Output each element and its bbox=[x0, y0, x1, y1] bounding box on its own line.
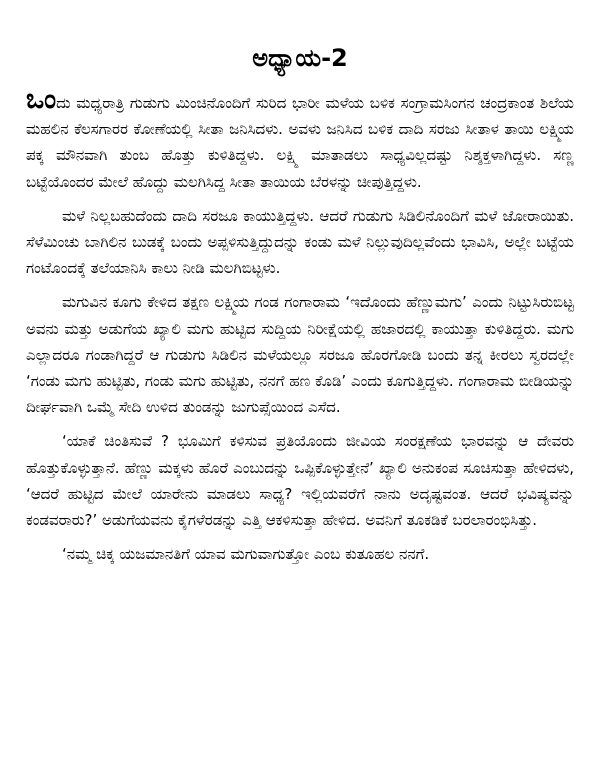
chapter-title: ಅಧ್ಯಾಯ-2 bbox=[252, 44, 348, 72]
drop-cap: ಒಂ bbox=[26, 84, 57, 115]
paragraph-1-text: ದು ಮಧ್ಯರಾತ್ರಿ ಗುಡುಗು ಮಿಂಚಿನೊಂದಿಗೆ ಸುರಿದ ಭಾರೀ ಮಳೆಯ ಬಳಿಕ ಸಂಗ್ರಾಮಸಿಂಗನ ಚಂದ್ರಕಾಂತ ಶಿಲೆಯ ಮಹಲಿನ ಕೆಲಸಗಾರರ ಕೋಣೆಯಲ್ಲಿ ಸೀತಾ ಜನಿಸಿದಳು. ಅವಳು ಜನಿಸಿದ ಬಳಿಕ ದಾದಿ ಸರಜು ಸೀತಾಳ ತಾಯಿ ಲಕ್ಷ್ಮಿಯ ಪಕ್ಕ ಮೌನವಾಗಿ ತುಂಬ ಹೊತ್ತು ಕುಳಿತಿದ್ದಳು. ಲಕ್ಷ್ಮಿ ಮಾತಾಡಲು ಸಾಧ್ಯವಿಲ್ಲದಷ್ಟು ನಿಶ್ಶಕ್ತಳಾಗಿದ್ದಳು. ಸಣ್ಣ ಬಟ್ಟೆಯೊಂದರ ಮೇಲೆ ಹೊದ್ದು ಮಲಗಿಸಿದ್ದ ಸೀತಾ ತಾಯಿಯ ಬೆರಳನ್ನು ಚೀಪುತ್ತಿದ್ದಳು. bbox=[26, 94, 574, 191]
paragraph-5: ‘ನಮ್ಮ ಚಿಕ್ಕ ಯಜಮಾನತಿಗೆ ಯಾವ ಮಗುವಾಗುತ್ತೋ ಎಂಬ ಕುತೂಹಲ ನನಗೆ. bbox=[62, 545, 430, 564]
paragraph-2: ಮಳೆ ನಿಲ್ಲಬಹುದೆಂದು ದಾದಿ ಸರಜೂ ಕಾಯುತ್ತಿದ್ದಳು. ಆದರೆ ಗುಡುಗು ಸಿಡಿಲಿನೊಂದಿಗೆ ಮಳೆ ಜೋರಾಯಿತು. ಸೆಳೆಮಿಂಚು ಬಾಗಿಲಿನ ಬುಡಕ್ಕೆ ಬಂದು ಅಪ್ಪಳಿಸುತ್ತಿದ್ದುದನ್ನು ಕಂಡು ಮಳೆ ನಿಲ್ಲುವುದಿಲ್ಲವೆಂದು ಭಾವಿಸಿ, ಅಲ್ಲೇ ಬಟ್ಟೆಯ ಗಂಟೊಂದಕ್ಕೆ ತಲೆಯಾನಿಸಿ ಕಾಲು ನೀಡಿ ಮಲಗಿಬಿಟ್ಟಳು. bbox=[26, 206, 574, 278]
paragraph-1 bbox=[26, 84, 574, 195]
paragraph-4: ‘ಯಾಕೆ ಚಿಂತಿಸುವೆ ? ಭೂಮಿಗೆ ಕಳಿಸುವ ಪ್ರತಿಯೊಂದು ಜೀವಿಯ ಸಂರಕ್ಷಣೆಯ ಭಾರವನ್ನು ಆ ದೇವರು ಹೊತ್ತುಕೊಳ್ಳುತ್ತಾನೆ. ಹೆಣ್ಣು ಮಕ್ಕಳು ಹೊರೆ ಎಂಬುದನ್ನು ಒಪ್ಪಿಕೊಳ್ಳುತ್ತೇನೆ’ ಖ್ಯಾಲಿ ಅನುಕಂಪ ಸೂಚಿಸುತ್ತಾ ಹೇಳಿದಳು, ‘ಆದರೆ ಹುಟ್ಟಿದ ಮೇಲೆ ಯಾರೇನು ಮಾಡಲು ಸಾಧ್ಯ? ಇಲ್ಲಿಯವರೆಗೆ ನಾನು ಅದೃಷ್ಟವಂತ. ಆದರೆ ಭವಿಷ್ಯವನ್ನು ಕಂಡವರಾರು?’ ಅಡುಗೆಯವನು ಕೈಗಳೆರಡನ್ನು ಎತ್ತಿ ಆಕಳಿಸುತ್ತಾ ಹೇಳಿದ. ಅವನಿಗೆ ತೂಕಡಿಕೆ ಬರಲಾರಂಭಿಸಿತ್ತು. bbox=[26, 432, 574, 530]
paragraph-3: ಮಗುವಿನ ಕೂಗು ಕೇಳಿದ ತಕ್ಷಣ ಲಕ್ಷ್ಮಿಯ ಗಂಡ ಗಂಗಾರಾಮ ‘ಇದೊಂದು ಹೆಣ್ಣುಮಗು’ ಎಂದು ನಿಟ್ಟುಸಿರುಬಿಟ್ಟ ಅವನು ಮತ್ತು ಅಡುಗೆಯ ಖ್ಯಾಲಿ ಮಗು ಹುಟ್ಟಿದ ಸುದ್ದಿಯ ನಿರೀಕ್ಷೆಯಲ್ಲಿ ಹಜಾರದಲ್ಲಿ ಕಾಯುತ್ತಾ ಕುಳಿತಿದ್ದರು. ಮಗು ಎಲ್ಲಾದರೂ ಗಂಡಾಗಿದ್ದರೆ ಆ ಗುಡುಗು ಸಿಡಿಲಿನ ಮಳೆಯಲ್ಲೂ ಸರಜೂ ಹೊರಗೋಡಿ ಬಂದು ತನ್ನ ಕೀರಲು ಸ್ವರದಲ್ಲೇ ‘ಗಂಡು ಮಗು ಹುಟ್ಟಿತು, ಗಂಡು ಮಗು ಹುಟ್ಟಿತು, ನನಗೆ ಹಣ ಕೊಡಿ’ ಎಂದು ಕೂಗುತ್ತಿದ್ದಳು. ಗಂಗಾರಾಮ ಬೀಡಿಯನ್ನು ದೀರ್ಘವಾಗಿ ಒಮ್ಮೆ ಸೇದಿ ಉಳಿದ ತುಂಡನ್ನು ಜುಗುಪ್ಸೆಯಿಂದ ಎಸೆದ. bbox=[26, 293, 574, 417]
